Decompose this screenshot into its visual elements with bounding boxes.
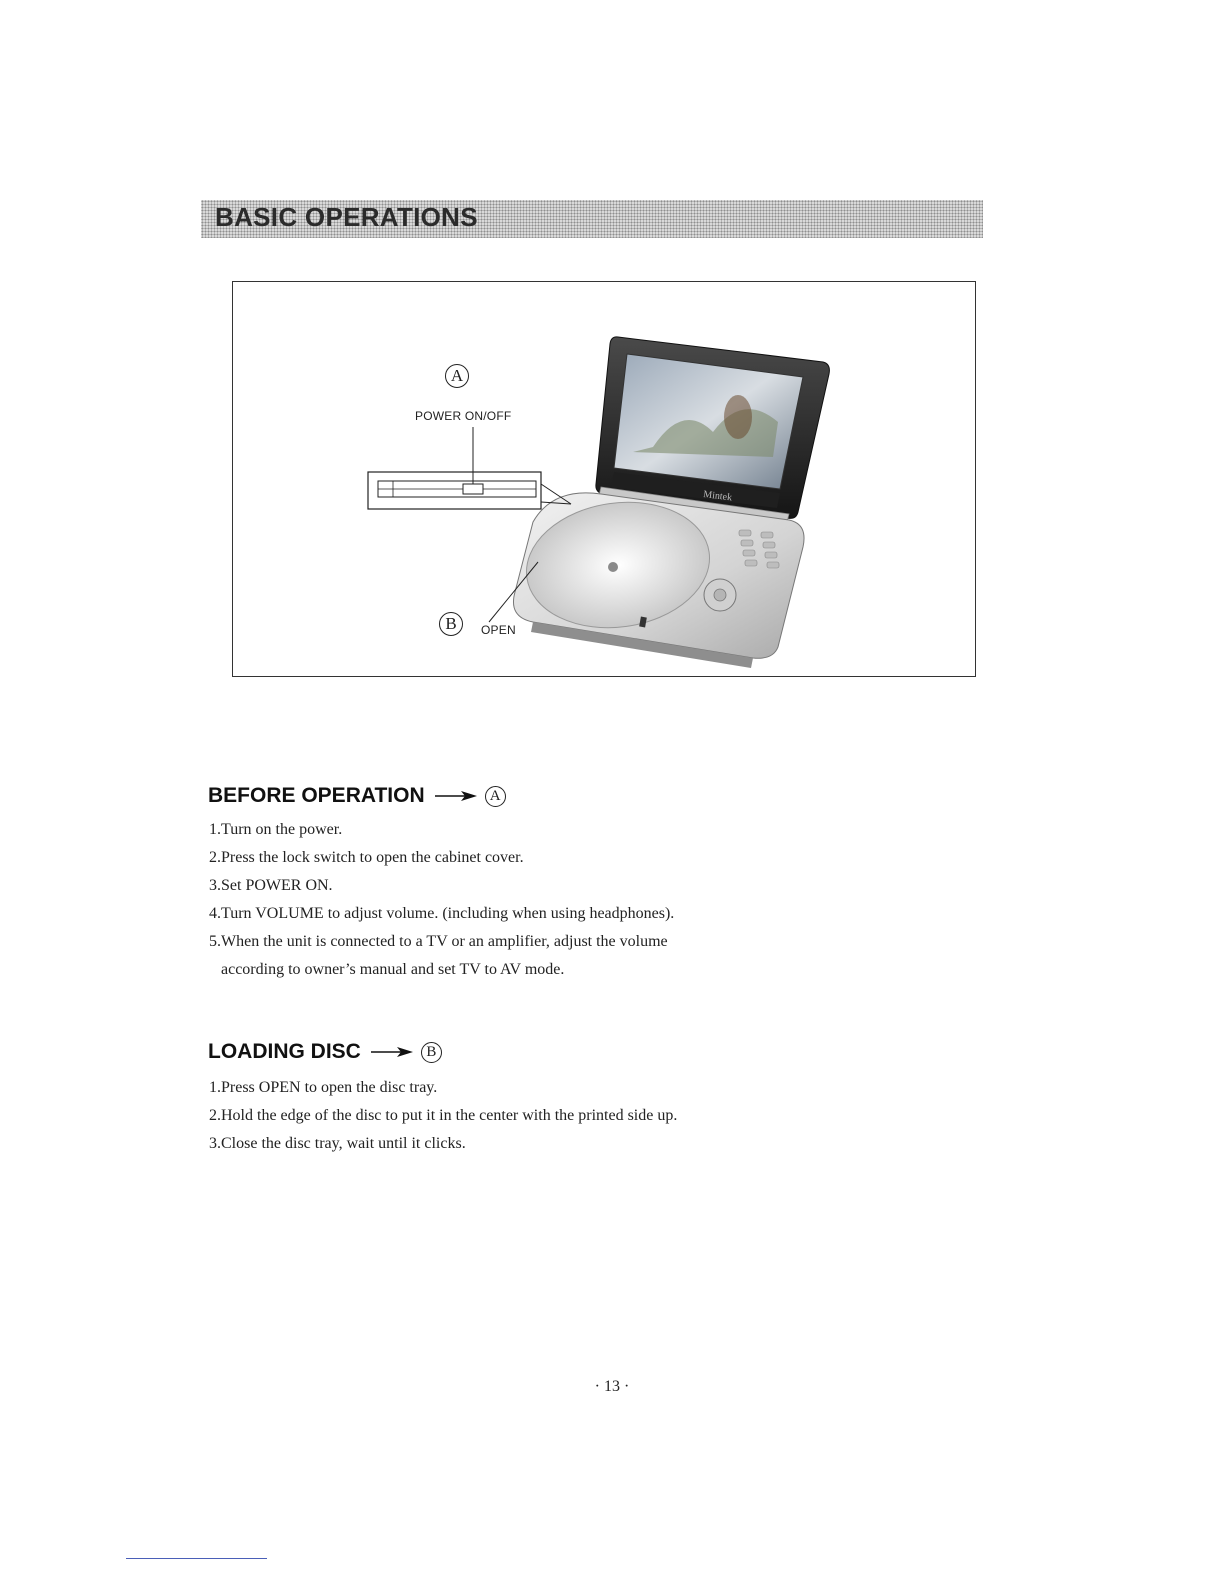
open-label: OPEN <box>481 623 516 637</box>
device-figure <box>232 281 976 677</box>
arrow-right-icon <box>435 790 479 802</box>
loading-disc-steps <box>209 1074 729 1158</box>
loading-disc-title: LOADING DISC <box>208 1040 361 1063</box>
list-item: 3.Set POWER ON. <box>209 877 333 894</box>
svg-text:Mintek: Mintek <box>702 489 733 504</box>
disc-spindle <box>608 562 618 572</box>
callout-a-marker: A <box>445 364 469 388</box>
list-item: 2.Hold the edge of the disc to put it in the center with the printed side up. <box>209 1107 678 1124</box>
before-operation-heading <box>208 784 506 808</box>
arrow-right-icon <box>371 1046 415 1058</box>
power-switch-inset <box>368 472 541 509</box>
page-number: · 13 · <box>594 1378 630 1395</box>
loading-disc-heading <box>208 1040 442 1064</box>
section-title: BASIC OPERATIONS <box>215 202 478 232</box>
section-header-band <box>201 200 983 238</box>
before-operation-steps <box>209 816 729 984</box>
list-item: 1.Press OPEN to open the disc tray. <box>209 1079 438 1096</box>
list-item: 4.Turn VOLUME to adjust volume. (including when using headphones). <box>209 905 675 922</box>
footer-rule <box>126 1558 267 1559</box>
callout-b-marker: B <box>439 612 463 636</box>
loading-disc-target-marker: B <box>421 1042 442 1063</box>
screen-figure <box>724 395 752 439</box>
power-switch-slider <box>463 484 483 494</box>
dvd-player-illustration <box>233 282 977 678</box>
list-item: 5.When the unit is connected to a TV or an amplifier, adjust the volume according to owner’s manual and set TV to AV mode. <box>209 933 668 978</box>
list-item: 3.Close the disc tray, wait until it clicks. <box>209 1135 466 1152</box>
list-item: 2.Press the lock switch to open the cabinet cover. <box>209 849 524 866</box>
list-item: 1.Turn on the power. <box>209 821 343 838</box>
before-operation-title: BEFORE OPERATION <box>208 784 425 807</box>
before-operation-target-marker: A <box>485 786 506 807</box>
power-on-off-label: POWER ON/OFF <box>415 409 512 423</box>
